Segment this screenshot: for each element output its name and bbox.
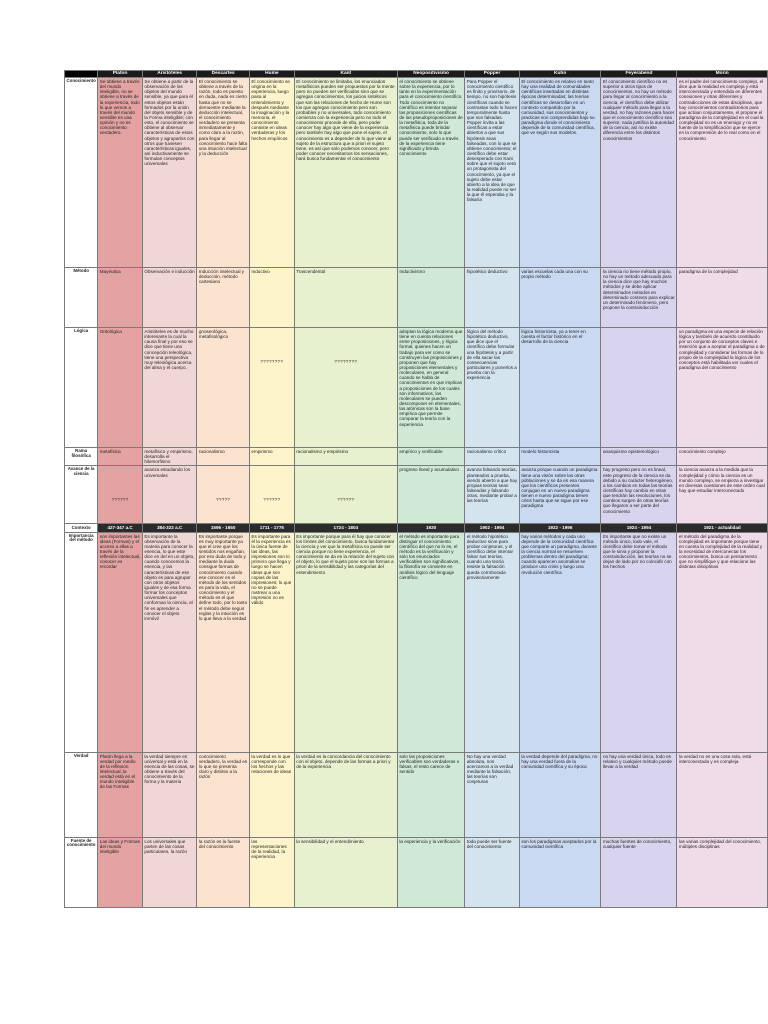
table-row xyxy=(65,524,768,532)
table-cell xyxy=(98,524,143,532)
table-cell xyxy=(677,328,768,448)
cell-text: hipotético deductivo xyxy=(466,269,508,274)
table-cell xyxy=(249,532,294,752)
table-cell xyxy=(465,837,520,907)
cell-text: la verdad siempre es universal y está en la esencia de las cosas, se obtiene a través del conocimiento de la forma y la materia xyxy=(144,753,195,785)
table-cell xyxy=(142,466,196,524)
cell-text: Mayéutica xyxy=(99,269,121,274)
column-header: Morin xyxy=(677,71,768,78)
cell-text: 1711 - 1776 xyxy=(259,525,284,531)
row-label: Rama filosófica xyxy=(65,448,98,466)
cell-text: la ciencia avanza a la medida que la complejidad y cómo la ciencia es un mundo complejo, se empieza a investigar en diversas cuestiones de este orden cual hay que estudiar interconectado xyxy=(678,467,765,493)
table-cell xyxy=(98,466,143,524)
table-cell xyxy=(519,268,601,328)
table-cell xyxy=(98,448,143,466)
cell-text: El conocimiento se origina en la experiencia, luego pasa al entendimiento y después mediante la imaginación y la memoria, el conocimiento consiste en ideas verdaderas y los hechos empíricos xyxy=(251,79,290,141)
table-row xyxy=(65,466,768,524)
cell-text: 1596 - 1650 xyxy=(210,525,236,531)
table-cell xyxy=(294,752,397,837)
table-cell xyxy=(397,837,464,907)
cell-text: la razón es la fuente del conocimiento xyxy=(198,838,241,849)
cell-text: 1922 - 1996 xyxy=(547,525,573,531)
cell-text: Se obtiene a través del mundo inteligible, no se obtiene a través de la experiencia, todo lo que vemos a través del mundo sensible es una opinión y no es conocimiento verdadero. xyxy=(99,79,140,136)
table-cell xyxy=(397,752,464,837)
cell-text: un paradigma es una especie de relación lógica y también de acuerdo constituido por un conjunto de conceptos claves e inserción que a aceptar el paradigma o de complejidad y considerar las formas de lo propio de la complejidad la lógica de los conceptos está habilitada ver cuales el paradigma del conocimiento xyxy=(678,329,765,370)
table-cell xyxy=(601,837,677,907)
cell-text: adoptan la lógica moderna que tiene en cuenta relaciones entre proposiciones, y lógica formal, quienes hacen un trabajo para ver como se construyen las proposiciones y proponen que hay proposiciones elementales y moleculares, en general cuando se habla de conocimientos en que implican a proposiciones de los cuales son informativos, las moleculares se pueden descomponer en elementales, las atómicas son la base empírica que permite comparar la teoría con la experiencia xyxy=(399,329,463,427)
table-cell xyxy=(397,524,464,532)
cell-text: empírico y verificable xyxy=(399,449,443,454)
table-cell xyxy=(397,78,464,268)
table-cell xyxy=(519,328,601,448)
cell-text: las representaciones de la realidad, la experiencia xyxy=(251,838,287,859)
cell-text: ????? xyxy=(216,497,231,503)
table-cell xyxy=(519,837,601,907)
cell-text: Es importante que no existe un método único, todo vale, el científico debe tomar el método que le sirva y proponer la contrainducción, las teorías no se dejan de lado por no coincidir con los hechos xyxy=(602,533,672,570)
cell-text: Inductivo xyxy=(251,269,270,274)
cell-text: 1921 - actualidad xyxy=(703,525,741,531)
column-header: Kuhn xyxy=(519,71,601,78)
cell-text: la experiencia y la verificación xyxy=(399,838,461,844)
cell-text: Es importante porque para él hay que conocer los límites del conocimiento, busca fundamentar la ciencia y ver que la metafísica no puede ser ciencia porque no tiene experiencia, el conocimiento se da en la relación del sujeto con el objeto, lo que el sujeto pone son las formas a priori de la sensibilidad y las categorías del entendimiento xyxy=(296,533,395,575)
table-cell xyxy=(294,448,397,466)
row-label: Verdad xyxy=(65,752,98,837)
table-cell xyxy=(197,524,250,532)
column-header: Platon xyxy=(98,71,143,78)
cell-text: Los universales que parten de las cosas particulares, la razón xyxy=(144,838,188,854)
cell-text: conocimiento complejo xyxy=(678,449,726,454)
table-cell xyxy=(519,752,601,837)
table-row xyxy=(65,837,768,907)
table-row xyxy=(65,448,768,466)
table-cell xyxy=(397,466,464,524)
cell-text: el método hipotético deductivo sirve para probar conjeturas, y el científico debe intentar falsar sus teorías, cuando una teoría resiste la falsación queda corroborada provisoriamente xyxy=(466,533,514,580)
table-cell xyxy=(677,78,768,268)
row-label: Importancia del método xyxy=(65,532,98,752)
table-cell xyxy=(249,448,294,466)
cell-text: Es importante para él la experiencia es la única fuente de las ideas, las impresiones son lo primero que llega y luego se hacen ideas que son copias de las impresiones; lo que no se puede rastrear a una impresión no es válido xyxy=(251,533,292,606)
table-cell xyxy=(98,268,143,328)
cell-text: avanza falsando teorías, planteados a prueba, siendo abierto a que hay propias teorías sean falseadas y falsando otras, mediante probar a las teorías xyxy=(466,467,518,504)
table-cell xyxy=(249,752,294,837)
cell-text: No hay una verdad absoluta, nos acercamos a la verdad mediante la falsación, las teorías son conjeturas xyxy=(466,753,514,785)
table-cell xyxy=(197,78,250,268)
table-cell xyxy=(98,78,143,268)
table-cell xyxy=(519,466,601,524)
cell-text: el método es importante para distinguir el conocimiento científico del que no lo es, el método es la verificación y solo los enunciados verificables son significativos, la filosofía se convierte en análisis lógico del lenguaje científico xyxy=(399,533,460,580)
row-label: Conocimiento xyxy=(65,78,98,268)
table-cell xyxy=(249,328,294,448)
row-label: Lógica xyxy=(65,328,98,448)
cell-text: Ontológica xyxy=(99,329,122,334)
table-cell xyxy=(142,448,196,466)
table-cell xyxy=(249,78,294,268)
table-cell xyxy=(519,448,601,466)
header-row xyxy=(65,71,768,78)
table-cell xyxy=(465,448,520,466)
cell-text: solo las proposiciones verificables son verdaderas o falsas, el resto carece de sentido xyxy=(399,753,460,774)
table-cell xyxy=(465,752,520,837)
cell-text: Platón llega a la verdad por medio de la reflexión intelectual, la verdad está en el mundo inteligible de las Formas xyxy=(99,753,136,790)
cell-text: es el padre del conocimiento complejo, el dice que la realidad es compleja y está interconectada y entendida en diferentes conexiones y otras diferentes y contradicciones de estas disciplinas, que hay conocimientos contradictorios para que actúan conjuntamente, el propone el paradigma de la complejidad en el cual la complejidad no es un enemigo y no es fuente de la simplificación que se ejerce en la comprensión de lo real como en el conocimiento xyxy=(678,79,764,141)
table-cell xyxy=(197,268,250,328)
table-cell xyxy=(294,268,397,328)
table-cell xyxy=(677,268,768,328)
table-cell xyxy=(601,328,677,448)
table-row xyxy=(65,532,768,752)
column-header: Neopositivismo xyxy=(397,71,464,78)
cell-text: Trascendental xyxy=(296,269,326,274)
cell-text: no hay una verdad única, todo es relativo y cualquier método puede llevar a la verdad xyxy=(602,753,672,769)
cell-text: varias escuelas cada una con su propio método xyxy=(521,269,588,280)
table-cell xyxy=(601,752,677,837)
cell-text: el método del paradigma de la complejidad es importante porque tiene en cuenta la complejidad de la realidad y la necesidad de interconectar los conocimientos, busca un pensamiento que no simplifique y que relacione las distintas disciplinas xyxy=(678,533,763,570)
cell-text: anarquismo epistemológico xyxy=(602,449,659,454)
table-cell xyxy=(601,268,677,328)
table-cell xyxy=(294,524,397,532)
table-cell xyxy=(142,268,196,328)
table-cell xyxy=(397,268,464,328)
table-row xyxy=(65,328,768,448)
table-cell xyxy=(294,328,397,448)
cell-text: avanza porque cuando un paradigma tiene una visión sobre las otras poblaciones y se da en esa manera que los científicos presentes conjugan en un nuevo paradigma tienen e nuevo paradigma tienen crisis hasta que se sigue por ese paradigma xyxy=(521,467,598,509)
table-cell xyxy=(294,532,397,752)
cell-text: ?????? xyxy=(337,497,355,503)
cell-text: hay varios métodos y cada uno depende de la comunidad científica que comparte un paradigma, durante la ciencia normal se resuelven problemas dentro del paradigma; cuando aparecen anomalías se produce una crisis y luego una revolución científica xyxy=(521,533,597,575)
cell-text: El conocimiento científico no es superior a otros tipos de conocimientos, no hay un método para llegar al conocimiento a la ciencia, el científico debe utilizar cualquier método para llegar a la verdad, no hay razones para hacer que el conocimiento científico sea superior, nada justifica la autoridad de la ciencia, así no existe diferencia entre los distintos conocimientos xyxy=(602,79,675,141)
cell-text: ???????? xyxy=(260,359,284,364)
comparison-table xyxy=(64,70,768,908)
table-cell xyxy=(197,328,250,448)
table-cell xyxy=(142,532,196,752)
cell-text: metafísico y empirismo, desarrolla el hilemorfismo xyxy=(144,449,193,465)
cell-text: Para Popper el conocimiento científico es finito y provisorio, de tiempo, no son hipótesis científicas cuando se contrastan todo lo hacen temporalmente hasta que son falsadas. Popper invita a las científicas a estar abiertos a que sus hipótesis sean falseadas, con lo que se obtiene conocimiento; el científico debe estar desesperado con Kant sobre que el sujeto verá un protagonista del conocimiento, ya que el sujeto debe estar abierto a la idea de que la realidad puede no ser la que él esperaba y la falsaría xyxy=(466,79,518,203)
table-cell xyxy=(465,328,520,448)
cell-text: Aristóteles es de mucho interesante la cual la causa final y por eso se dice que tiene una concepción teleológica, tiene una perspectiva muy teleológica acerca del alma y el cuerpo. xyxy=(144,329,194,370)
cell-text: modelo historicista xyxy=(521,449,560,454)
table-cell xyxy=(601,524,677,532)
cell-text: metafísica xyxy=(99,449,121,454)
table-row xyxy=(65,752,768,837)
column-header: Kant xyxy=(294,71,397,78)
table-cell xyxy=(677,466,768,524)
column-header: Aristóteles xyxy=(142,71,196,78)
row-label: Avance de la ciencia xyxy=(65,466,98,524)
table-cell xyxy=(197,448,250,466)
column-header: Popper xyxy=(465,71,520,78)
cell-text: progreso lineal y acumulativo xyxy=(399,467,459,473)
table-cell xyxy=(677,524,768,532)
table-cell xyxy=(98,752,143,837)
row-label: Método xyxy=(65,268,98,328)
cell-text: Las ideas y Formas del mundo inteligible xyxy=(99,838,140,854)
table-cell xyxy=(142,524,196,532)
cell-text: ?????? xyxy=(263,497,281,503)
table-cell xyxy=(519,524,601,532)
table-cell xyxy=(249,466,294,524)
cell-text: 1924 - 1994 xyxy=(626,525,652,531)
cell-text: Se obtiene a partir de la observación de los objetos del mundo sensible, ya que para él estos objetos están formados por la unión del objeto sensible y de la Forma inteligible; con esto, el conocimiento se obtiene al observar características de estos objetos y agruparlos con otros que tuviesen características iguales, así inductivamente se formulan conceptos universales xyxy=(144,79,195,167)
cell-text: lógica historicista, ya a tener en cuenta el factor histórico en el desarrollo de la ciencia xyxy=(521,329,586,345)
table-cell xyxy=(249,268,294,328)
cell-text: ???????? xyxy=(334,359,358,364)
table-cell xyxy=(397,328,464,448)
cell-text: 1920 xyxy=(425,525,437,531)
cell-text: paradigma de la complejidad xyxy=(678,269,738,274)
table-cell xyxy=(519,78,601,268)
table-cell xyxy=(197,466,250,524)
cell-text: El conocimiento se limitaba, los enunciados metafísicos pueden ser propuestos por la mente pero no pueden ser verificados sino que se agregan conocimientos, los juicios sintéticos que son las relaciones de hecho de Hume son los que agregan conocimiento pero son probables y no universales, todo conocimiento comienza con la experiencia pero no todo el conocimiento procede de ella, pero poder conocer hay algo que viene de la experiencia pero también hay algo que pone el sujeto, el conocimiento es a depender de lo que viene al sujeto de la estructura que a priori el sujeto tiene, es así que solo podemos conocer, pero poder conocer necesitamos los sensaciones, hará busca fundamentar el conocimiento xyxy=(296,79,395,162)
cell-text: empirismo xyxy=(251,449,273,454)
table-cell xyxy=(98,532,143,752)
cell-text: toda puede ser fuente del conocimiento xyxy=(466,838,512,849)
cell-text: conocimiento verdadero, la verdad es lo que se presenta claro y distinto a la razón xyxy=(198,753,248,780)
cell-text: 384-322 a.C xyxy=(156,525,183,531)
cell-text: la verdad es la concordancia del conocimiento con el objeto, depende de las formas a priori y de la experiencia xyxy=(296,753,391,769)
table-cell xyxy=(601,466,677,524)
column-header: Descartes xyxy=(197,71,250,78)
table-row xyxy=(65,268,768,328)
table-cell xyxy=(677,448,768,466)
cell-text: racionalismo crítico xyxy=(466,449,507,454)
table-cell xyxy=(519,532,601,752)
table-cell xyxy=(142,752,196,837)
table-cell xyxy=(465,78,520,268)
table-cell xyxy=(677,752,768,837)
cell-text: muchas fuentes de conocimiento, cualquier fuente xyxy=(602,838,672,849)
table-cell xyxy=(197,752,250,837)
table-cell xyxy=(397,532,464,752)
table-cell xyxy=(98,328,143,448)
table-cell xyxy=(601,78,677,268)
table-cell xyxy=(197,532,250,752)
table-cell xyxy=(294,837,397,907)
table-cell xyxy=(397,448,464,466)
row-label: Fuente de conocimiento xyxy=(65,837,98,907)
table-cell xyxy=(465,466,520,524)
cell-text: ?????? xyxy=(111,497,129,503)
cell-text: Inductivismo xyxy=(399,269,425,274)
table-cell xyxy=(465,532,520,752)
cell-text: 1724 - 1804 xyxy=(333,525,359,531)
cell-text: la ciencia no tiene método propio, no hay un método adecuado para la ciencia dice que hay muchos métodos y se debe aplicar determinados métodos en determinado contexto para explicar un determinado fenómeno, pero propone la contrainducción xyxy=(602,269,675,310)
cell-text: gnoseológica, metafisológico xyxy=(198,329,229,340)
table-cell xyxy=(142,78,196,268)
cell-text: la verdad no es una cosa sola, está interconectada y es compleja xyxy=(678,753,752,764)
table-cell xyxy=(465,268,520,328)
cell-text: las varias complejidad del conocimiento, múltiples disciplinas xyxy=(678,838,762,849)
cell-text: son los paradigmas aceptados por la comunidad científica xyxy=(521,838,597,849)
cell-text: hay progreso pero no es lineal, este progreso de la ciencia se da debido a su carácter heterogéneo, a los cambios en todas las teorías científicas hay cambio en otras que tendrán las revoluciones, los cambios surgen de otras teorías que llegaron a ser parte del conocimiento xyxy=(602,467,673,514)
table-cell xyxy=(142,328,196,448)
cell-text: Inducción intelectual y deducción, método cartesiano xyxy=(198,269,245,285)
cell-text: Es importante la observación de la materia para conocer la esencia, lo que este dice en del en un objeto, cuando conocemos la esencia, y las características de ese objeto es para agrupar con otros objetos iguales y de esa forma formar los conceptos universales que conforman la ciencia, el fin es aprender a conocer el objeto inmóvil xyxy=(144,533,195,621)
column-header: Hume xyxy=(249,71,294,78)
row-label: Contexto xyxy=(65,524,98,532)
table-cell xyxy=(249,837,294,907)
table-cell xyxy=(249,524,294,532)
table-cell xyxy=(677,532,768,752)
cell-text: Es importante porque es muy importante ya que el cree que los sentidos nos engañan, por eso duda de todo y mediante la duda consigue formas de conocimiento cuando ese conocer en el método de los sentidos es para la vida, el conocimiento y el método es el que define todo, por lo tanto el método debe seguir reglas y la intuición es lo que lleva a la verdad xyxy=(198,533,248,621)
table-cell xyxy=(601,532,677,752)
header-corner xyxy=(65,71,98,78)
cell-text: racionalismo y empirismo xyxy=(296,449,349,454)
table-body xyxy=(65,78,768,908)
cell-text: la verdad es lo que corresponde con los hechos y las relaciones de ideas xyxy=(251,753,292,774)
cell-text: la verdad depende del paradigma, no hay una verdad fuera de la comunidad científica y su época xyxy=(521,753,598,769)
cell-text: El conocimiento es relativo en tanto hay una realidad de comunidades científicas insertadas en distintas épocas determinadas; las teorías científicas se desarrollan en un contexto compartido por la comunidad, sus conocimientos y practicas son comprendidas bajo su paradigma donde el conocimiento depende de la comunidad científica, que ve según sus modelos. xyxy=(521,79,595,136)
table-cell xyxy=(197,837,250,907)
cell-text: 1902 - 1994 xyxy=(479,525,505,531)
cell-text: avanza estudiando los universales xyxy=(144,467,191,478)
table-cell xyxy=(98,837,143,907)
table-row xyxy=(65,78,768,268)
cell-text: el conocimiento se obtiene sobre la experiencia, por lo tanto en la experimentación para el conocimiento científico. Todo conocimiento no científico es intentar separar las proposiciones científicas de las pseudoproposiciones de la metafísica, toda de la metafísica puede brindar conocimiento, solo lo que puede ser verificado a través de la experiencia tiene significado y brinda conocimiento xyxy=(399,79,463,156)
cell-text: El conocimiento se obtiene a través de la razón, todo es puesto en duda, nada es cierto hasta que no se demuestre mediante la deducción intelectual, el conocimiento verdadero se presenta inmediatamente y como claro a la razón, para llegar al conocimiento hace falta una intuición intelectual y la deducción xyxy=(198,79,248,156)
cell-text: racionalismo xyxy=(198,449,225,454)
table-cell xyxy=(294,466,397,524)
table-cell xyxy=(142,837,196,907)
table-cell xyxy=(601,448,677,466)
table-cell xyxy=(294,78,397,268)
cell-text: Observación e inducción xyxy=(144,269,195,274)
cell-text: 427-347 a.C xyxy=(107,525,133,531)
cell-text: son importantes las ideas (Formas) y el acceso a ellas a través de la reflexión intelectual, conocer es recordar xyxy=(99,533,141,570)
cell-text: lógica del método hipotético deductivo, que dice que el científico debe formular una hipótesis y a partir de ella sacar las consecuencias particulares y ponerlos a prueba con la experiencia xyxy=(466,329,517,381)
table-cell xyxy=(677,837,768,907)
cell-text: la sensibilidad y el entendimiento xyxy=(296,838,364,844)
column-header: Feyerabend xyxy=(601,71,677,78)
table-cell xyxy=(465,524,520,532)
